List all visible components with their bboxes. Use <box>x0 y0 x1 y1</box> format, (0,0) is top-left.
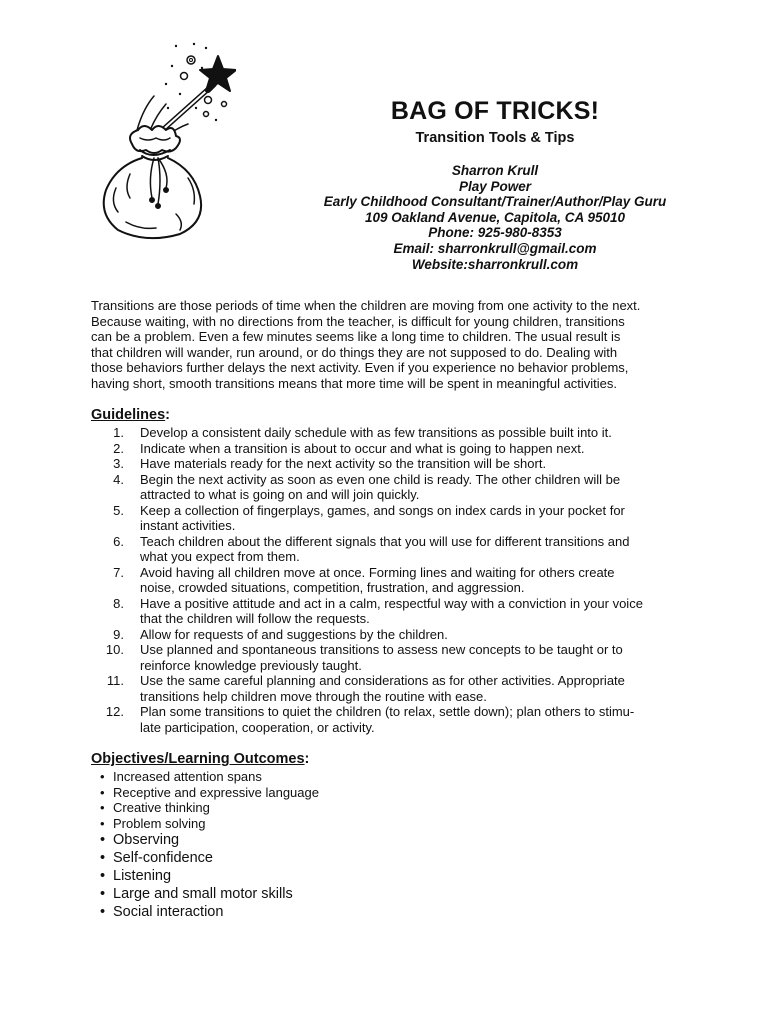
intro-line: that children will wander, run around, or do things they are not supposed to do. Dealing with <box>91 344 618 360</box>
objective-item <box>100 785 319 801</box>
guideline-item <box>91 673 691 704</box>
guideline-item <box>91 472 691 503</box>
guideline-item <box>91 503 691 534</box>
objective-text: Creative thinking <box>113 800 210 816</box>
guideline-item <box>91 441 691 457</box>
website: Website:sharronkrull.com <box>411 256 579 272</box>
guideline-text: Begin the next activity as soon as even one child is ready. The other children will be <box>140 471 621 487</box>
guideline-text: what you expect from them. <box>140 549 300 564</box>
objectives-list <box>100 769 319 921</box>
document-title: BAG OF TRICKS! <box>390 97 600 125</box>
guideline-number: 5. <box>113 502 124 518</box>
author-role: Early Childhood Consultant/Trainer/Author/Play Guru <box>323 194 667 210</box>
guideline-item <box>91 534 691 565</box>
objective-item <box>100 885 319 903</box>
document-subtitle: Transition Tools & Tips <box>415 130 575 146</box>
guideline-item <box>91 565 691 596</box>
guideline-item <box>91 456 691 472</box>
guideline-number: 2. <box>113 440 124 456</box>
guideline-text: Teach children about the different signals that you will use for different transitions and <box>140 533 630 549</box>
guideline-item <box>91 642 691 673</box>
guideline-text: Develop a consistent daily schedule with as few transitions as possible built into it. <box>140 425 612 440</box>
objective-item <box>100 831 319 849</box>
guideline-item <box>91 596 691 627</box>
bullet-icon: • <box>100 784 105 800</box>
guideline-text: Avoid having all children move at once. Forming lines and waiting for others create <box>140 564 615 580</box>
intro-line: Because waiting, with no directions from the teacher, is difficult for young children, transitions <box>91 313 625 329</box>
guideline-number: 9. <box>113 626 124 642</box>
objective-text: Receptive and expressive language <box>113 784 319 800</box>
intro-paragraph <box>91 298 691 392</box>
objective-item <box>100 903 319 921</box>
bullet-icon: • <box>100 769 105 784</box>
guideline-number: 7. <box>113 564 124 580</box>
guideline-text: Use the same careful planning and considerations as for other activities. Appropriate <box>140 673 625 688</box>
guideline-item <box>91 704 691 735</box>
objective-text: Large and small motor skills <box>113 886 293 903</box>
guidelines-list <box>91 425 691 735</box>
bullet-icon: • <box>100 800 105 816</box>
objective-item <box>100 769 319 785</box>
author-contact-block <box>300 163 690 272</box>
guideline-number: 12. <box>105 704 124 719</box>
objective-text: Problem solving <box>113 815 206 831</box>
guideline-item <box>91 425 691 441</box>
bullet-icon: • <box>100 815 105 831</box>
guideline-item <box>91 627 691 643</box>
bullet-icon: • <box>100 886 106 903</box>
address: 109 Oakland Avenue, Capitola, CA 95010 <box>364 209 626 225</box>
intro-line: can be a problem. Even a few minutes seems like a long time to children. The usual result is <box>91 329 621 345</box>
bullet-icon: • <box>100 904 106 921</box>
objective-text: Self-confidence <box>113 850 213 867</box>
guideline-number: 10. <box>105 642 124 657</box>
objective-text: Social interaction <box>113 904 224 921</box>
guideline-text: that the children will follow the requests. <box>140 611 370 626</box>
bullet-icon: • <box>100 850 106 867</box>
guideline-number: 11. <box>106 673 124 688</box>
guideline-text: noise, crowded situations, competition, frustration, and aggression. <box>140 580 525 595</box>
intro-line: having short, smooth transitions means that more time will be spent in meaningful activities. <box>91 375 618 391</box>
intro-line: Transitions are those periods of time when the children are moving from one activity to the next. <box>91 298 641 313</box>
magic-bag-illustration <box>96 38 236 243</box>
objective-text: Listening <box>113 868 172 885</box>
guideline-number: 1. <box>113 425 124 440</box>
guideline-text: Indicate when a transition is about to occur and what is going to happen next. <box>140 440 585 456</box>
email: Email: sharronkrull@gmail.com <box>393 240 597 256</box>
guideline-text: instant activities. <box>140 518 236 533</box>
guideline-text: reinforce knowledge previously taught. <box>140 657 362 673</box>
guideline-text: Allow for requests of and suggestions by the children. <box>140 626 448 642</box>
phone: Phone: 925-980-8353 <box>428 225 562 241</box>
company-name: Play Power <box>458 178 532 194</box>
guideline-number: 4. <box>113 471 124 487</box>
guideline-text: Keep a collection of fingerplays, games, and songs on index cards in your pocket for <box>140 502 625 518</box>
objectives-heading: Objectives/Learning Outcomes: <box>91 751 310 767</box>
intro-line: those behaviors further delays the next activity. Even if you experience no behavior problems, <box>91 360 629 376</box>
objective-text: Observing <box>113 832 180 849</box>
objective-item <box>100 800 319 816</box>
guidelines-heading: Guidelines: <box>91 407 170 423</box>
bullet-icon: • <box>100 832 106 849</box>
guideline-number: 6. <box>113 533 124 549</box>
bullet-icon: • <box>100 868 106 885</box>
guideline-text: attracted to what is going on and will join quickly. <box>140 487 420 502</box>
objective-text: Increased attention spans <box>113 769 262 784</box>
guideline-number: 3. <box>113 456 124 471</box>
objective-item <box>100 867 319 885</box>
guideline-text: Have materials ready for the next activity so the transition will be short. <box>140 456 547 471</box>
author-name: Sharron Krull <box>451 163 539 178</box>
guideline-text: Have a positive attitude and act in a calm, respectful way with a conviction in your voice <box>140 595 643 611</box>
guideline-number: 8. <box>113 595 124 611</box>
objective-item <box>100 816 319 832</box>
star-icon <box>200 56 236 91</box>
guideline-text: Use planned and spontaneous transitions to assess new concepts to be taught or to <box>140 642 623 657</box>
guideline-text: Plan some transitions to quiet the children (to relax, settle down); plan others to stimu- <box>140 704 635 719</box>
guideline-text: late participation, cooperation, or activity. <box>140 719 375 735</box>
guideline-text: transitions help children move through the routine with ease. <box>140 688 487 704</box>
document-header <box>300 96 690 272</box>
objective-item <box>100 849 319 867</box>
